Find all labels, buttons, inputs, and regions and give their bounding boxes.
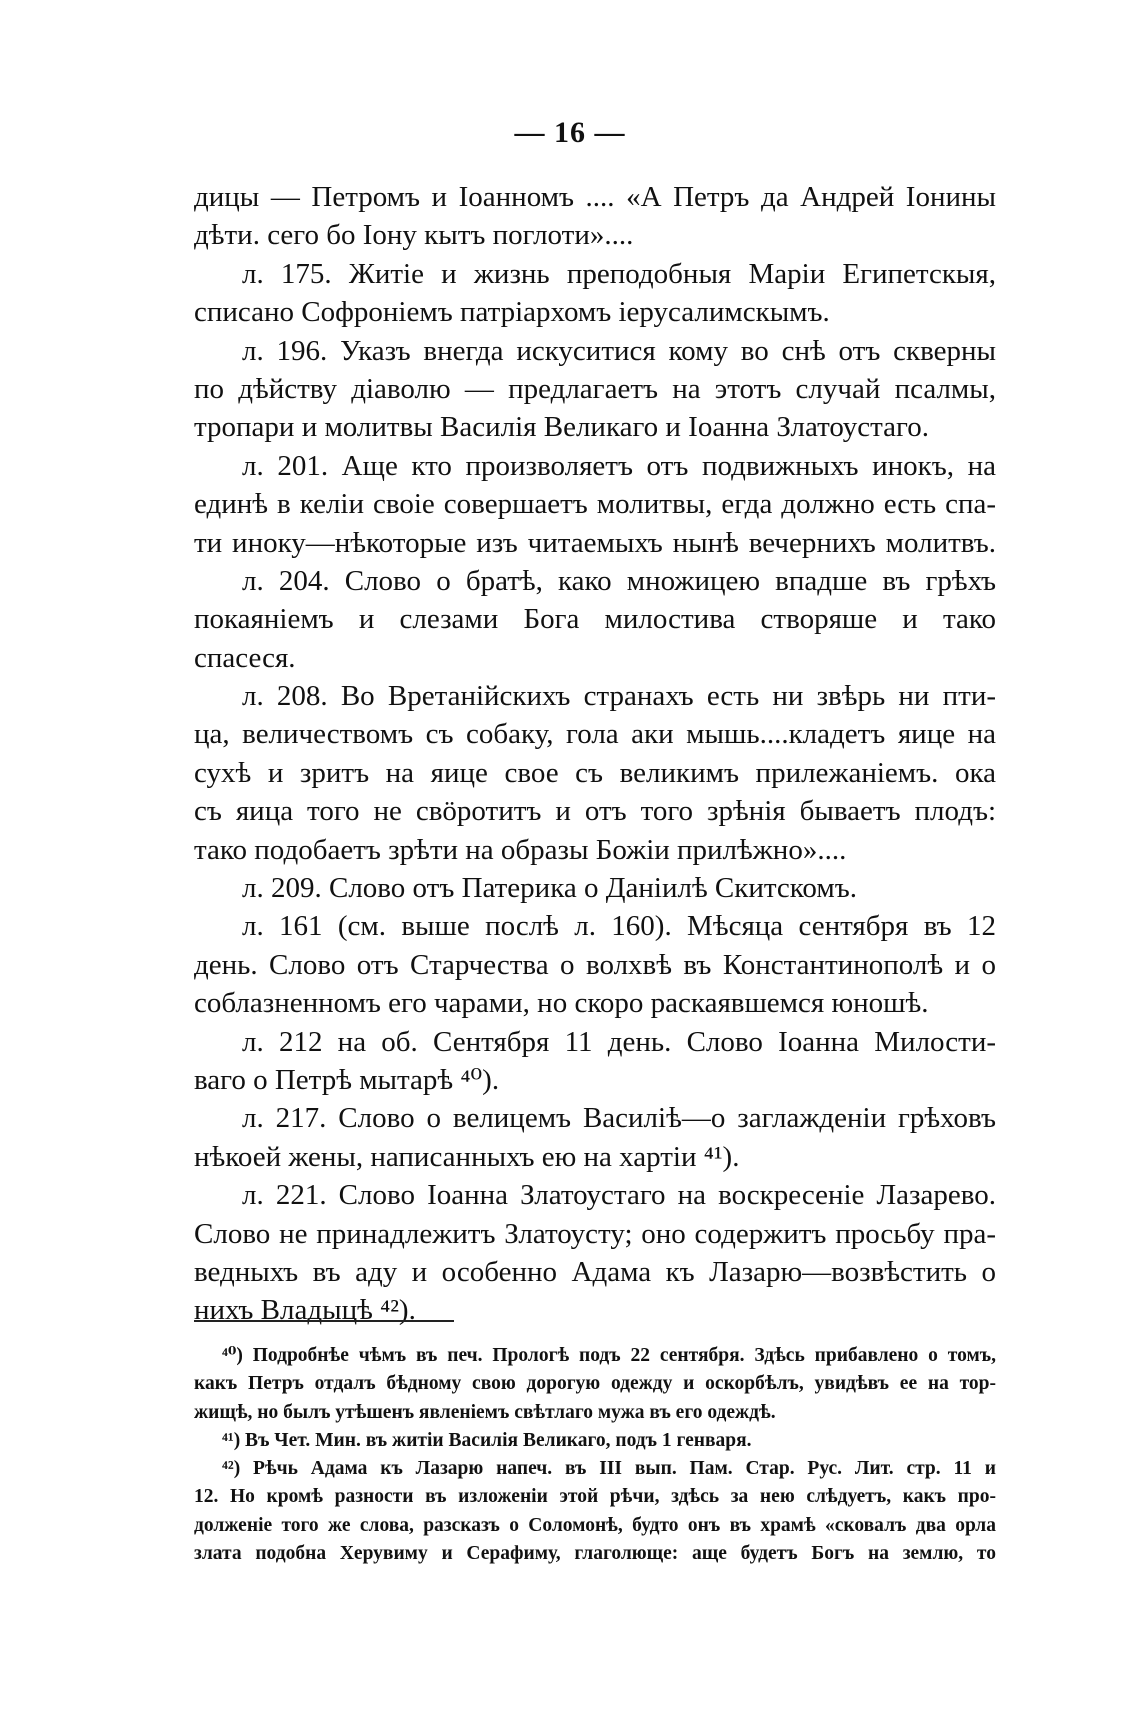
footnotes bbox=[194, 1342, 996, 1568]
text-line: единѣ в келіи своіе совершаетъ молитвы, егда должно есть спа- bbox=[194, 488, 996, 521]
text-line: соблазненномъ его чарами, но скоро раскаявшемся юношѣ. bbox=[194, 987, 929, 1020]
text-line: л. 208. Во Вретанійскихъ странахъ есть ни звѣрь ни пти- bbox=[242, 680, 996, 713]
text-line: тако подобаетъ зрѣти на образы Божіи прилѣжно».... bbox=[194, 833, 847, 866]
body-text bbox=[194, 178, 996, 1330]
text-line: л. 175. Житіе и жизнь преподобныя Маріи Египетскыя, bbox=[242, 257, 996, 290]
footnote-line: ⁴⁰) Подробнѣе чѣмъ въ печ. Прологѣ подъ 22 сентября. Здѣсь прибавлено о томъ, bbox=[222, 1345, 996, 1366]
text-line: л. 209. Слово отъ Патерика о Даніилѣ Скитскомъ. bbox=[242, 872, 857, 905]
text-line: нихъ Владыцѣ ⁴²). bbox=[194, 1294, 416, 1327]
footnote-line: злата подобна Херувиму и Серафиму, глаголюще: аще будетъ Богъ на землю, то bbox=[194, 1543, 996, 1565]
text-line: ведныхъ въ аду и особенно Адама къ Лазарю—возвѣстить о bbox=[194, 1255, 996, 1288]
footnote-line: какъ Петръ отдалъ бѣдному свою дорогую одежду и оскорбѣлъ, увидѣвъ ее на тор- bbox=[194, 1373, 996, 1395]
footnote-line: 12. Но кромѣ разности въ изложеніи этой рѣчи, здѣсь за нею слѣдуетъ, какъ про- bbox=[194, 1486, 996, 1508]
text-line: покаяніемъ и слезами Бога милостива створяше и тако bbox=[194, 603, 996, 636]
footnote-line: ⁴¹) Въ Чет. Мин. въ житіи Василія Великаго, подъ 1 генваря. bbox=[222, 1429, 752, 1451]
text-line: сухѣ и зритъ на яице свое съ великимъ прилежаніемъ. ока bbox=[194, 756, 996, 789]
text-line: л. 204. Слово о братѣ, како множицею впадше въ грѣхъ bbox=[242, 564, 996, 597]
text-line: л. 212 на об. Сентября 11 день. Слово Іоанна Милости- bbox=[242, 1025, 996, 1058]
text-line: л. 161 (см. выше послѣ л. 160). Мѣсяца сентября въ 12 bbox=[242, 910, 996, 943]
text-line: л. 196. Указъ внегда искуситися кому во снѣ отъ скверны bbox=[242, 334, 996, 367]
text-line: дѣти. сего бо Іону кытъ поглоти».... bbox=[194, 219, 634, 252]
text-line: л. 201. Аще кто произволяетъ отъ подвижныхъ инокъ, на bbox=[242, 449, 996, 482]
page-number: — 16 — bbox=[514, 116, 626, 149]
text-line: списано Софроніемъ патріархомъ іерусалимскымъ. bbox=[194, 296, 830, 329]
footnote-line: долженіе того же слова, разсказъ о Соломонѣ, будто онъ въ храмѣ «сковалъ два орла bbox=[194, 1514, 996, 1536]
text-line: дицы — Петромъ и Іоанномъ .... «А Петръ да Андрей Іонины bbox=[194, 181, 996, 213]
text-line: ца, величествомъ съ собаку, гола аки мышь....кладетъ яице на bbox=[194, 718, 996, 751]
text-line: л. 221. Слово Іоанна Златоустаго на воскресеніе Лазарево. bbox=[242, 1179, 996, 1212]
footnote-line: ⁴²) Рѣчь Адама къ Лазарю напеч. въ III вып. Пам. Стар. Рус. Лит. стр. 11 и bbox=[222, 1458, 996, 1480]
text-line: ти иноку—нѣкоторые изъ читаемыхъ нынѣ вечернихъ молитвъ. bbox=[194, 526, 996, 559]
footnote-line: жищѣ, но былъ утѣшенъ явленіемъ свѣтлаго мужа въ его одеждѣ. bbox=[194, 1401, 776, 1423]
footnote-divider bbox=[194, 1320, 454, 1322]
text-line: съ яица того не свöротитъ и отъ того зрѣнія бываетъ плодъ: bbox=[194, 795, 996, 828]
text-line: Слово не принадлежитъ Златоусту; оно содержитъ просьбу пра- bbox=[194, 1217, 996, 1250]
text-line: тропари и молитвы Василія Великаго и Іоанна Златоустаго. bbox=[194, 411, 929, 444]
text-line: день. Слово отъ Старчества о волхвѣ въ Константинополѣ и о bbox=[194, 948, 996, 981]
text-line: спасеся. bbox=[194, 641, 296, 674]
text-line: по дѣйству діаволю — предлагаетъ на этотъ случай псалмы, bbox=[194, 372, 996, 405]
text-line: ваго о Петрѣ мытарѣ ⁴⁰). bbox=[194, 1063, 500, 1096]
text-line: нѣкоей жены, написанныхъ ею на хартіи ⁴¹). bbox=[194, 1140, 740, 1173]
text-line: л. 217. Слово о велицемъ Василіѣ—о заглажденіи грѣховъ bbox=[242, 1102, 996, 1135]
